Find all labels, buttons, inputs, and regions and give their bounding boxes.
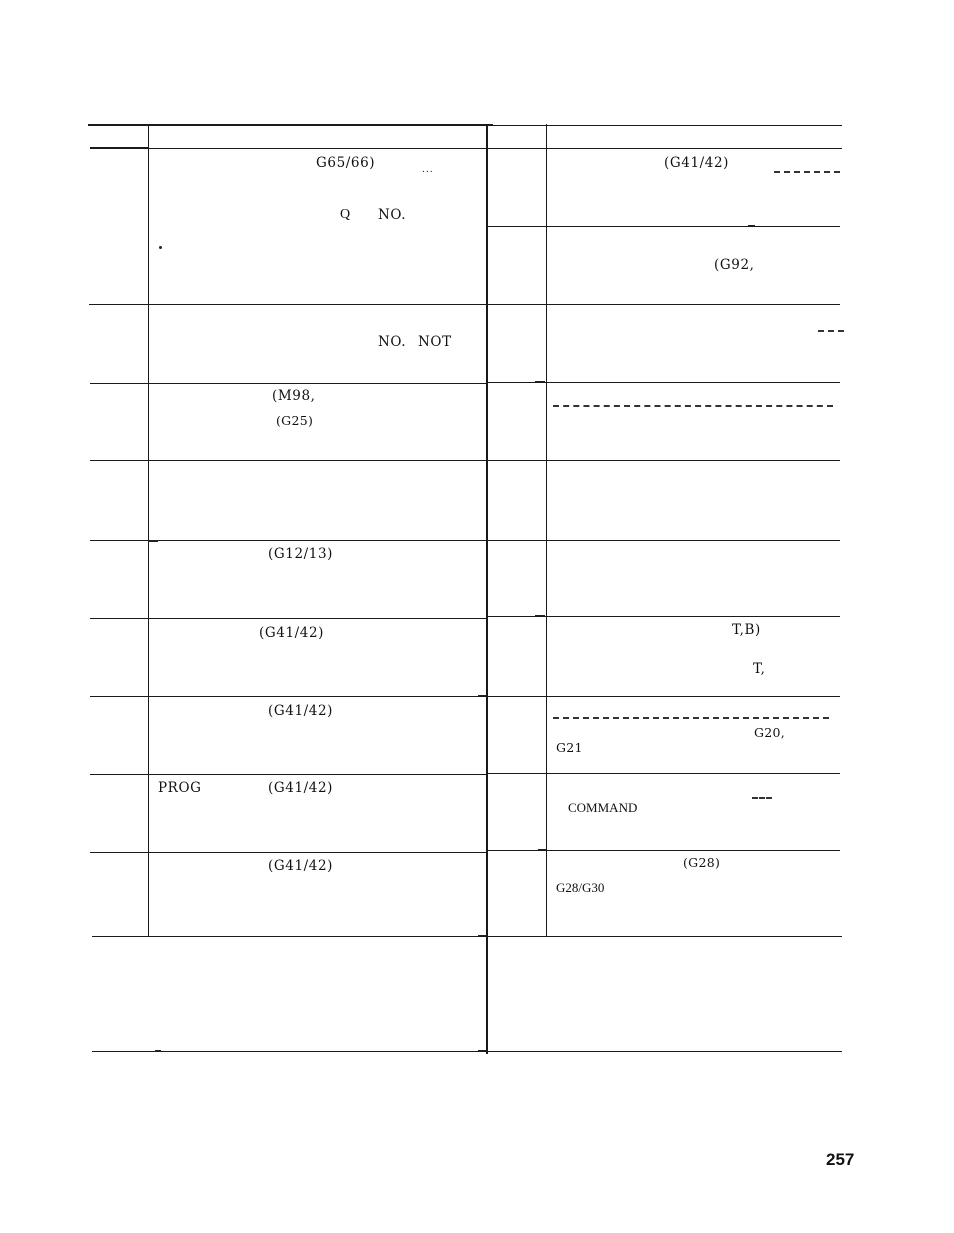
table-bottom-border-left [92, 1051, 487, 1052]
left-row-2-not: NOT [418, 334, 452, 350]
right-row-10-g28-g30: G28/G30 [556, 880, 605, 895]
right-row-8-dash-leader [553, 717, 829, 719]
right-row-rule [487, 226, 840, 227]
right-row-2-code: (G92, [714, 257, 755, 273]
right-row-rule [487, 936, 842, 937]
left-row-3-g25: (G25) [276, 413, 314, 428]
right-column-rule [546, 124, 547, 937]
left-row-3-m98: (M98, [272, 388, 316, 404]
right-row-10-g28: (G28) [683, 855, 721, 870]
left-row-rule [90, 460, 487, 461]
left-row-rule [90, 774, 487, 775]
left-row-1-code: G65/66) [316, 155, 376, 171]
table-bottom-border-right [487, 1051, 842, 1052]
scan-tick-mark [148, 540, 158, 542]
right-row-1-dash-leader [774, 171, 840, 173]
page-number: 257 [826, 1150, 855, 1169]
scan-tick-mark [748, 225, 755, 226]
left-row-9-code: (G41/42) [268, 858, 334, 874]
right-row-9-command: COMMAND [568, 800, 638, 815]
right-row-7-tb: T,B) [732, 622, 761, 638]
left-row-2-no: NO. [378, 334, 407, 350]
scan-tick-mark [478, 935, 487, 936]
right-row-8-g20: G20, [754, 725, 786, 740]
left-row-6-code: (G41/42) [259, 625, 325, 641]
center-column-rule [486, 124, 488, 1054]
left-row-8-prog: PROG [158, 780, 202, 796]
header-rule-left [90, 147, 148, 149]
left-row-1-q: Q [340, 207, 351, 222]
left-row-8-code: (G41/42) [268, 780, 334, 796]
right-row-8-g21: G21 [556, 740, 583, 755]
left-row-1-ellipsis: ... [422, 165, 434, 175]
left-row-rule [90, 852, 487, 853]
scan-tick-mark [538, 849, 546, 850]
scan-tick-mark [535, 615, 545, 616]
scan-tick-mark [478, 695, 487, 696]
right-row-rule [487, 304, 840, 305]
left-row-5-code: (G12/13) [268, 546, 334, 562]
left-row-rule [92, 936, 487, 937]
scan-tick-mark [478, 1050, 487, 1051]
right-row-rule [487, 460, 840, 461]
header-rule-right [487, 148, 842, 149]
left-column-rule [148, 124, 149, 937]
left-row-1-no: NO. [378, 207, 407, 223]
scan-tick-mark [535, 381, 545, 382]
left-row-1-bullet [159, 246, 162, 249]
right-row-1-code: (G41/42) [664, 155, 730, 171]
table-top-border-right [487, 125, 842, 126]
right-row-rule [487, 773, 840, 774]
right-row-7-t: T, [753, 661, 766, 677]
right-row-rule [487, 382, 840, 383]
right-row-3-dash-leader [818, 330, 844, 332]
right-row-rule [487, 696, 840, 697]
header-rule-mid [148, 148, 487, 149]
right-row-4-dash-leader [553, 405, 833, 407]
scan-tick-mark [155, 1050, 161, 1052]
left-row-rule [90, 696, 487, 697]
right-row-rule [487, 616, 840, 617]
right-row-rule [487, 850, 840, 851]
left-row-rule [90, 383, 487, 384]
right-row-rule [487, 540, 840, 541]
left-row-rule [90, 618, 487, 619]
right-row-9-dash-leader [752, 797, 772, 799]
left-row-rule [89, 304, 487, 305]
left-row-7-code: (G41/42) [268, 703, 334, 719]
